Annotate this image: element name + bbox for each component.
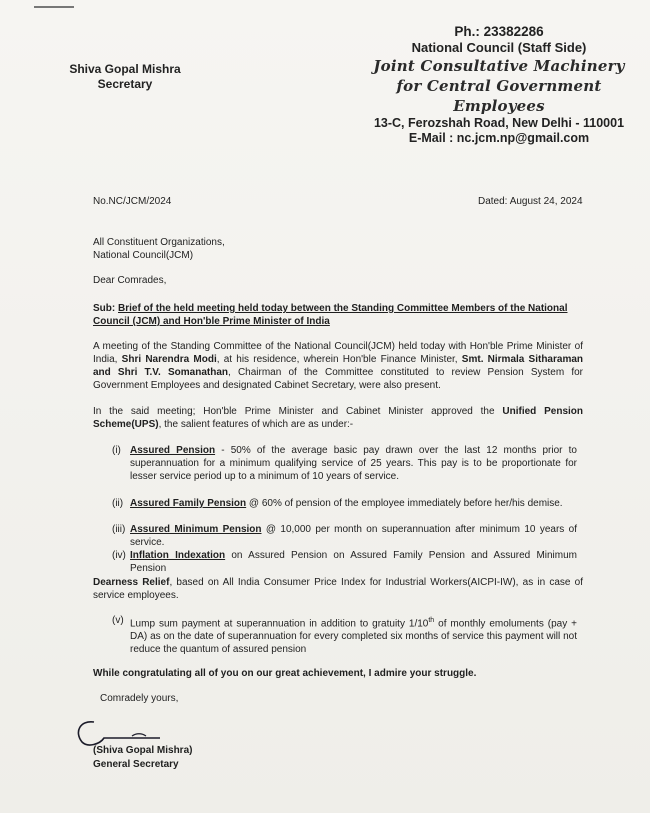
subject-text: Brief of the held meeting held today between the Standing Committee Members of the National Council (JCM) and Hon'ble Prime Minister of India bbox=[93, 303, 568, 327]
sender-name: Shiva Gopal Mishra bbox=[69, 62, 181, 76]
letterhead-phone: Ph.: 23382286 bbox=[454, 24, 544, 39]
letterhead-email: E-Mail : nc.jcm.np@gmail.com bbox=[408, 131, 590, 145]
addressee-line2: National Council(JCM) bbox=[93, 250, 194, 261]
salutation: Dear Comrades, bbox=[93, 275, 167, 286]
item-text: on Assured Pension on Assured Family Pension and Assured Minimum Pension bbox=[130, 550, 578, 574]
para1-text3: , Chairman of the Committee constituted to review Pension System for Government Employees and designated Cabinet Secretary, were also present. bbox=[93, 367, 583, 391]
signer-name: (Shiva Gopal Mishra) bbox=[93, 745, 193, 756]
item-number: (v) bbox=[112, 615, 124, 626]
letterhead-council: National Council (Staff Side) bbox=[411, 40, 587, 55]
letterhead-jcm: Joint Consultative Machinery bbox=[373, 57, 625, 75]
item-body bbox=[130, 497, 577, 510]
item-text: @ 60% of pension of the employee immediately before her/his demise. bbox=[246, 498, 563, 509]
sender-block bbox=[60, 62, 190, 92]
para1-officials: Smt. Nirmala Sitharaman and Shri T.V. Somanathan bbox=[93, 354, 584, 378]
item-heading: Inflation Indexation bbox=[130, 550, 226, 561]
item-body bbox=[130, 549, 577, 575]
letter-date: Dated: August 24, 2024 bbox=[478, 196, 583, 207]
item5-superscript: th bbox=[428, 617, 435, 624]
item-number: (i) bbox=[112, 445, 121, 456]
signer-title: General Secretary bbox=[93, 759, 179, 770]
para2-scheme-name: Unified Pension Scheme(UPS) bbox=[93, 406, 584, 430]
reference-number: No.NC/JCM/2024 bbox=[93, 196, 172, 207]
para3-text: , based on All India Consumer Price Index for Industrial Workers(AICPI-IW), as in case of service employees. bbox=[93, 577, 583, 601]
item-heading: Assured Family Pension bbox=[130, 498, 247, 509]
para3-heading: Dearness Relief bbox=[93, 577, 170, 588]
subject-line bbox=[93, 302, 583, 328]
paragraph-meeting bbox=[93, 340, 583, 392]
item-number: (iv) bbox=[112, 550, 126, 561]
closing-remark: While congratulating all of you on our great achievement, I admire your struggle. bbox=[93, 668, 477, 679]
para1-pm-name: Shri Narendra Modi bbox=[121, 354, 217, 365]
addressee bbox=[93, 236, 225, 262]
letterhead-cge: for Central Government Employees bbox=[396, 77, 602, 115]
item-number: (iii) bbox=[112, 524, 126, 535]
scan-mark bbox=[34, 6, 74, 8]
item-body bbox=[130, 444, 577, 483]
item-heading: Assured Pension bbox=[130, 445, 216, 456]
item-body bbox=[130, 614, 577, 656]
paragraph-approval bbox=[93, 405, 583, 431]
item5-text2: of monthly emoluments (pay + DA) as on the date of superannuation for every completed six months of service this payment will not reduce the quantum of assured pension bbox=[130, 618, 577, 656]
valediction: Comradely yours, bbox=[100, 693, 179, 704]
item-body bbox=[130, 523, 577, 549]
addressee-line1: All Constituent Organizations, bbox=[93, 237, 225, 248]
item-number: (ii) bbox=[112, 498, 124, 509]
para1-text1: A meeting of the Standing Committee of the National Council(JCM) held today with Hon'ble Prime Minister of India, bbox=[93, 341, 583, 365]
sender-title: Secretary bbox=[97, 77, 153, 91]
signer-block bbox=[93, 744, 192, 772]
list-item bbox=[112, 523, 577, 549]
item-text: @ 10,000 per month on superannuation after minimum 10 years of service. bbox=[130, 524, 577, 548]
item5-text1: Lump sum payment at superannuation in addition to gratuity 1/10 bbox=[130, 618, 429, 630]
list-item bbox=[112, 497, 577, 510]
para2-text2: , the salient features of which are as under:- bbox=[158, 419, 354, 430]
para2-text1: In the said meeting; Hon'ble Prime Minister and Cabinet Minister approved the bbox=[93, 406, 495, 417]
item-text: - 50% of the average basic pay drawn over the last 12 months prior to superannuation for a minimum qualifying service of 25 years. This pay is to be proportionate for lesser service period up to a minimum of 10 years of service. bbox=[130, 445, 577, 482]
subject-label: Sub: bbox=[93, 303, 116, 314]
letterhead bbox=[370, 24, 628, 146]
letterhead-address: 13-C, Ferozshah Road, New Delhi - 110001 bbox=[373, 116, 625, 130]
list-item bbox=[112, 549, 577, 575]
paragraph-dearness-relief bbox=[93, 576, 583, 602]
para1-text2: , at his residence, wherein Hon'ble Finance Minister, bbox=[216, 354, 458, 365]
list-item bbox=[112, 614, 577, 656]
list-item bbox=[112, 444, 577, 483]
item-heading: Assured Minimum Pension bbox=[130, 524, 262, 535]
